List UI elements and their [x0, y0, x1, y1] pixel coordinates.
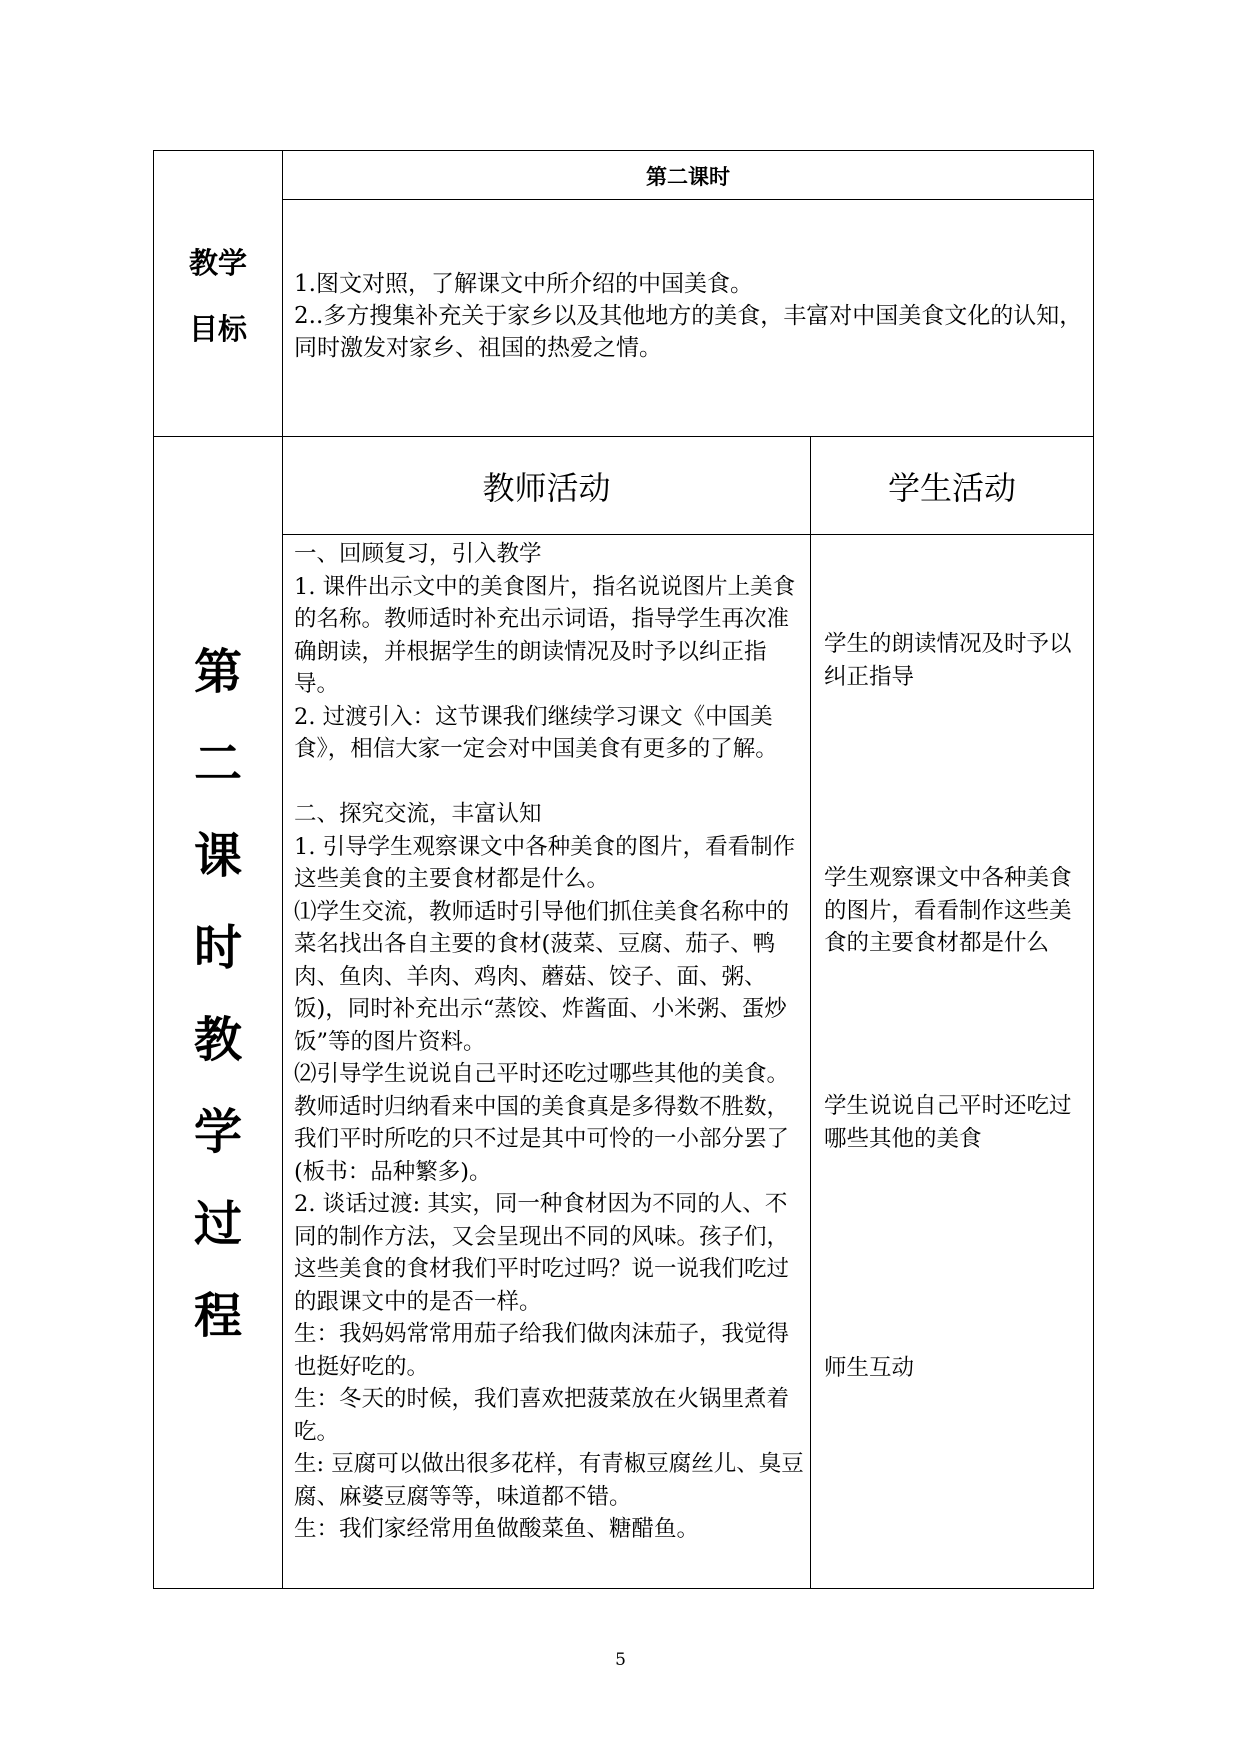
teacher-activity-header: 教师活动: [482, 469, 611, 507]
objectives-label-line: 教学: [188, 246, 247, 280]
process-label-char: 二: [193, 736, 242, 792]
process-label-char: 程: [193, 1288, 242, 1344]
teacher-paragraph: 生：我们家经常用鱼做酸菜鱼、糖醋鱼。: [294, 1516, 700, 1542]
objective-item: 2..多方搜集补充关于家乡以及其他地方的美食，丰富对中国美食文化的认知，同时激发对家乡、祖国的热爱之情。: [294, 303, 1083, 361]
paragraph-gap: [294, 766, 806, 799]
activity-column-divider: [810, 436, 811, 1589]
page-number: 5: [615, 1650, 626, 1670]
objectives-label-line: 目标: [188, 312, 247, 346]
teacher-paragraph: 1. 课件出示文中的美食图片，指名说说图片上美食的名称。教师适时补充出示词语，指导学生再次准确朗读，并根据学生的朗读情况及时予以纠正指导。: [294, 573, 796, 697]
teacher-paragraph: 生：冬天的时候，我们喜欢把菠菜放在火锅里煮着吃。: [294, 1386, 790, 1445]
objectives-list: [294, 268, 1089, 364]
objective-item: 1.图文对照，了解课文中所介绍的中国美食。: [294, 271, 753, 297]
student-note: 学生观察课文中各种美食的图片，看看制作这些美食的主要食材都是什么: [824, 865, 1072, 956]
teacher-paragraph: ⑴学生交流，教师适时引导他们抓住美食名称中的菜名找出各自主要的食材(菠菜、豆腐、茄子、鸭肉、鱼肉、羊肉、鸡肉、蘑菇、饺子、面、粥、饭)，同时补充出示“蒸饺、炸酱面、小米粥、蛋炒饭”等的图片资料。: [294, 898, 790, 1055]
session-title: 第二课时: [646, 165, 730, 189]
teacher-paragraph: ⑵引导学生说说自己平时还吃过哪些其他的美食。教师适时归纳看来中国的美食真是多得数不胜数，我们平时所吃的只不过是其中可怜的一小部分罢了(板书：品种繁多)。: [294, 1061, 790, 1185]
teacher-paragraph: 二、探究交流，丰富认知: [294, 801, 542, 827]
teacher-paragraph: 1. 引导学生观察课文中各种美食的图片，看看制作这些美食的主要食材都是什么。: [294, 833, 796, 892]
student-note: 学生的朗读情况及时予以纠正指导: [824, 631, 1072, 690]
table-border-top: [153, 150, 1094, 151]
teacher-activity-body: [294, 538, 806, 1546]
student-note: 师生互动: [824, 1355, 915, 1381]
process-label-char: 第: [193, 644, 242, 700]
table-border-right: [1093, 150, 1094, 1589]
process-label-char: 课: [193, 828, 242, 884]
teacher-paragraph: 生：我妈妈常常用茄子给我们做肉沫茄子，我觉得也挺好吃的。: [294, 1321, 790, 1380]
process-label: [154, 626, 282, 1362]
teacher-paragraph: 生: 豆腐可以做出很多花样，有青椒豆腐丝儿、臭豆腐、麻婆豆腐等等，味道都不错。: [294, 1451, 804, 1510]
process-label-char: 教: [193, 1012, 242, 1068]
process-label-char: 时: [193, 920, 242, 976]
column-header-divider: [282, 534, 1094, 535]
process-label-char: 过: [193, 1196, 242, 1252]
label-column-divider: [282, 150, 283, 1589]
objectives-bottom-border: [153, 436, 1094, 437]
process-label-char: 学: [193, 1104, 242, 1160]
student-note: 学生说说自己平时还吃过哪些其他的美食: [824, 1093, 1072, 1152]
teacher-paragraph: 一、回顾复习，引入教学: [294, 541, 542, 567]
table-border-bottom: [153, 1588, 1094, 1589]
objectives-label: [154, 230, 282, 362]
teacher-paragraph: 2. 谈话过渡: 其实，同一种食材因为不同的人、不同的制作方法，又会呈现出不同的风味。孩子们，这些美食的食材我们平时吃过吗？说一说我们吃过的跟课文中的是否一样。: [294, 1191, 790, 1315]
student-activity-header: 学生活动: [887, 469, 1016, 507]
teacher-paragraph: 2. 过渡引入：这节课我们继续学习课文《中国美食》，相信大家一定会对中国美食有更多的了解。: [294, 703, 778, 762]
